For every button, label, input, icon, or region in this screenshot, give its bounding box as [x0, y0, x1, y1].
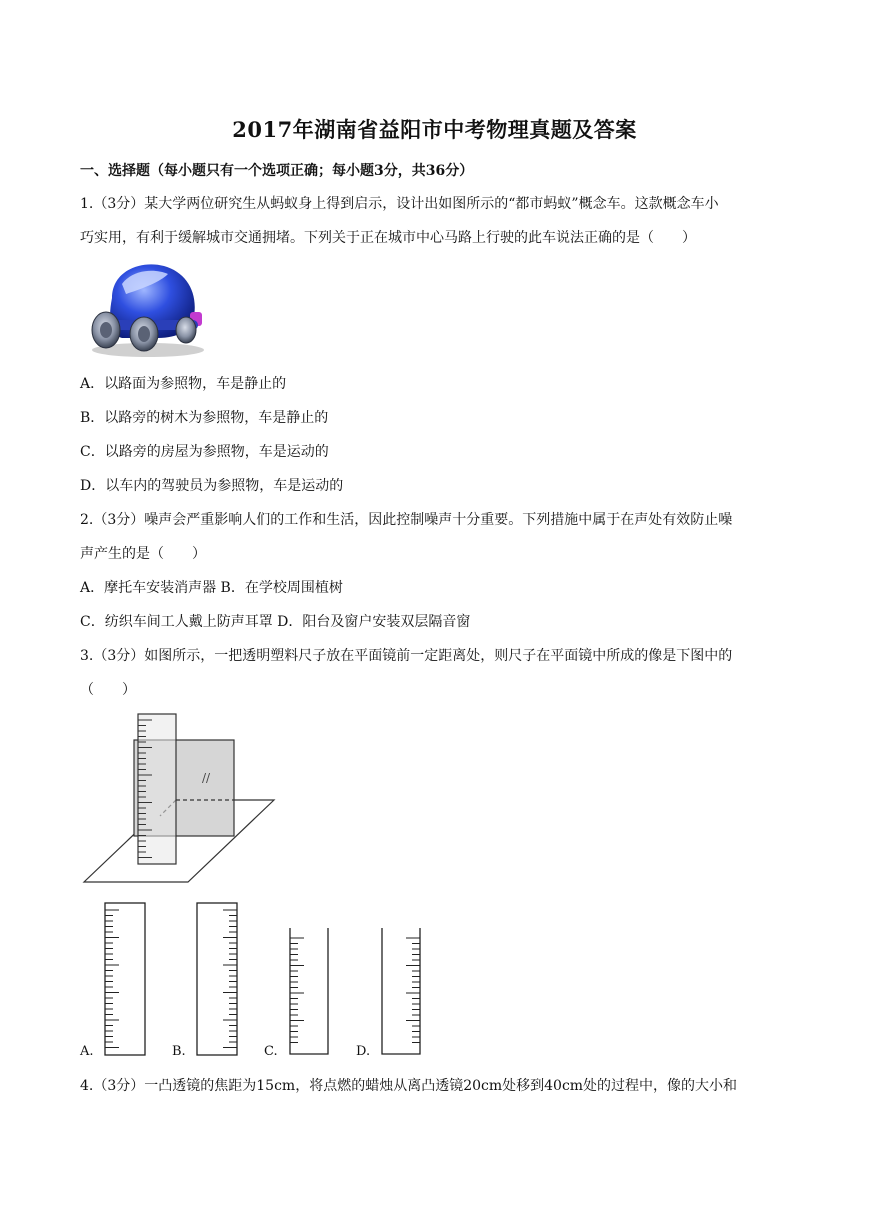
q2-options-row2: C．纺织车间工人戴上防声耳罩 D．阳台及窗户安装双层隔音窗 — [80, 614, 471, 630]
option-a-ruler — [104, 902, 148, 1058]
q2-options-row1: A．摩托车安装消声器 B．在学校周围植树 — [80, 580, 343, 596]
q1-option-d: D．以车内的驾驶员为参照物，车是运动的 — [80, 478, 344, 494]
q3-option-b-label: B. — [172, 1044, 186, 1059]
option-c-ruler — [288, 928, 332, 1058]
q3-option-a-label: A. — [80, 1044, 94, 1059]
q3-option-c-label: C. — [264, 1044, 278, 1059]
q2-stem-line1: 2.（3分）噪声会严重影响人们的工作和生活，因此控制噪声十分重要。下列措施中属于在声处有效防止噪 — [80, 512, 733, 528]
q3-option-d-label: D. — [356, 1044, 371, 1059]
q1-option-b: B．以路旁的树木为参照物，车是静止的 — [80, 410, 329, 426]
mirror-ruler-diagram — [80, 708, 280, 888]
q4-stem-line1: 4.（3分）一凸透镜的焦距为15cm，将点燃的蜡烛从离凸透镜20cm处移到40cm处的过程中，像的大小和 — [80, 1078, 738, 1094]
q1-option-a: A．以路面为参照物，车是静止的 — [80, 376, 287, 392]
q1-stem-line2: 巧实用，有利于缓解城市交通拥堵。下列关于正在城市中心马路上行驶的此车说法正确的是（ ） — [80, 230, 696, 246]
section-heading: 一、选择题（每小题只有一个选项正确；每小题3分，共36分） — [80, 163, 474, 179]
q3-stem-line2: （ ） — [80, 682, 136, 698]
q2-stem-line2: 声产生的是（ ） — [80, 546, 206, 562]
svg-text://: // — [202, 771, 211, 785]
option-d-ruler — [380, 928, 424, 1058]
q1-stem-line1: 1.（3分）某大学两位研究生从蚂蚁身上得到启示，设计出如图所示的“都市蚂蚁”概念车。这款概念车小 — [80, 196, 719, 212]
option-b-ruler — [196, 902, 240, 1058]
q1-option-c: C．以路旁的房屋为参照物，车是运动的 — [80, 444, 329, 460]
page-title: 2017年湖南省益阳市中考物理真题及答案 — [232, 117, 637, 142]
concept-car-image — [82, 258, 212, 360]
q3-stem-line1: 3.（3分）如图所示，一把透明塑料尺子放在平面镜前一定距离处，则尺子在平面镜中所成的像是下图中的 — [80, 648, 733, 664]
